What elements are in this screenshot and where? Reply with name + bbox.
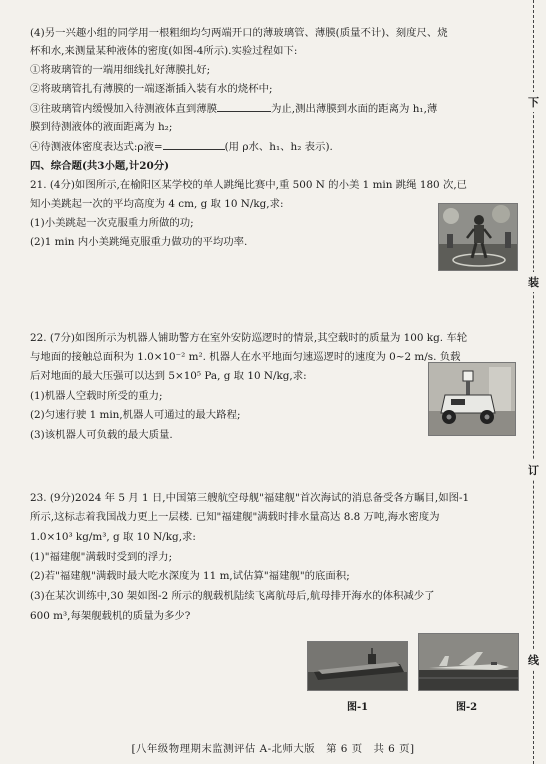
section-header: 四、综合题(共3小题,计20分): [30, 160, 170, 172]
q-prev-step-4b: (用 ρ水、h₁、h₂ 表示).: [224, 141, 333, 153]
q21-line-2: 知小美跳起一次的平均高度为 4 cm, g 取 10 N/kg,求:: [30, 198, 284, 210]
q23-line-6: (3)在某次训练中,30 架如图-2 所示的舰载机陆续飞离航母后,航母排开海水的体积减少了: [30, 590, 435, 602]
jump-rope-photo: [438, 203, 518, 271]
q21-line-3: (1)小美跳起一次克服重力所做的功;: [30, 217, 194, 229]
jump-rope-illustration: [439, 204, 517, 270]
q21-line-1: 21. (4分)如图所示,在榆阳区某学校的单人跳绳比赛中,重 500 N 的小美 1 min 跳绳 180 次,已: [30, 179, 468, 191]
q22-line-4: (1)机器人空载时所受的重力;: [30, 390, 163, 402]
q22-line-6: (3)该机器人可负载的最大质量.: [30, 429, 173, 441]
q-prev-step-4: [30, 139, 514, 154]
binding-char-4: 线: [528, 650, 539, 670]
q-prev-step-3b: 为止,测出薄膜到水面的距离为 h₁,薄: [271, 103, 438, 115]
q23-line-7: 600 m³,每架舰载机的质量为多少?: [30, 610, 191, 622]
q23-line-4: (1)"福建舰"满载时受到的浮力;: [30, 551, 173, 563]
answer-blank-1: [217, 101, 271, 112]
figure-1-carrier-photo: [307, 641, 408, 691]
q21-line-4: (2)1 min 内小美跳绳克服重力做功的平均功率.: [30, 236, 248, 248]
q23-line-3: 1.0×10³ kg/m³, g 取 10 N/kg,求:: [30, 531, 196, 543]
q22-line-5: (2)匀速行驶 1 min,机器人可通过的最大路程;: [30, 409, 241, 421]
q-prev-intro-2: 杯和水,来测量某种液体的密度(如图-4所示).实验过程如下:: [30, 45, 298, 57]
q23-line-1: 23. (9分)2024 年 5 月 1 日,中国第三艘航空母舰"福建舰"首次海试的消息备受各方瞩目,如图-1: [30, 492, 470, 504]
q22-line-2: 与地面的接触总面积为 1.0×10⁻² m². 机器人在水平地面匀速巡逻时的速度为 0~2 m/s. 负载: [30, 351, 461, 363]
q23-line-5: (2)若"福建舰"满载时最大吃水深度为 11 m,试估算"福建舰"的底面积;: [30, 570, 350, 582]
q-prev-step-2: ②将玻璃管扎有薄膜的一端逐渐插入装有水的烧杯中;: [30, 83, 273, 95]
q-prev-step-3a: ③往玻璃管内缓慢加入待测液体直到薄膜: [30, 103, 218, 115]
figure-1-caption: 图-1: [347, 702, 369, 713]
q-prev-step-4a: ④待测液体密度表达式:ρ液=: [30, 141, 163, 153]
binding-char-1: 下: [528, 92, 539, 112]
q-prev-step-1: ①将玻璃管的一端用细线扎好薄膜扎好;: [30, 64, 211, 76]
q-prev-step-3c: 膜到待测液体的液面距离为 h₂;: [30, 121, 173, 133]
binding-char-3: 订: [528, 460, 539, 480]
q-prev-step-3: [30, 101, 514, 116]
robot-photo: [428, 362, 516, 436]
carrier-aircraft-illustration: [419, 634, 518, 690]
figure-2-caption: 图-2: [456, 702, 478, 713]
q22-line-3: 后对地面的最大压强可以达到 5×10⁵ Pa, g 取 10 N/kg,求:: [30, 370, 307, 382]
answer-blank-2: [163, 139, 225, 150]
page-footer: [八年级物理期末监测评估 A-北师大版 第 6 页 共 6 页]: [131, 743, 415, 755]
q22-line-1: 22. (7分)如图所示为机器人铺助警方在室外安防巡逻时的情景,其空载时的质量为 100 kg. 车轮: [30, 332, 468, 344]
q23-line-2: 所示,这标志着我国战力更上一层楼. 已知"福建舰"满载时排水量高达 8.8 万吨,海水密度为: [30, 511, 440, 523]
q-prev-intro-1: (4)另一兴趣小组的同学用一根粗细均匀两端开口的薄玻璃管、薄膜(质量不计)、刻度尺、烧: [30, 27, 448, 39]
aircraft-carrier-illustration: [308, 642, 407, 690]
figure-2-aircraft-photo: [418, 633, 519, 691]
binding-char-2: 装: [528, 272, 539, 292]
patrol-robot-illustration: [429, 363, 515, 435]
